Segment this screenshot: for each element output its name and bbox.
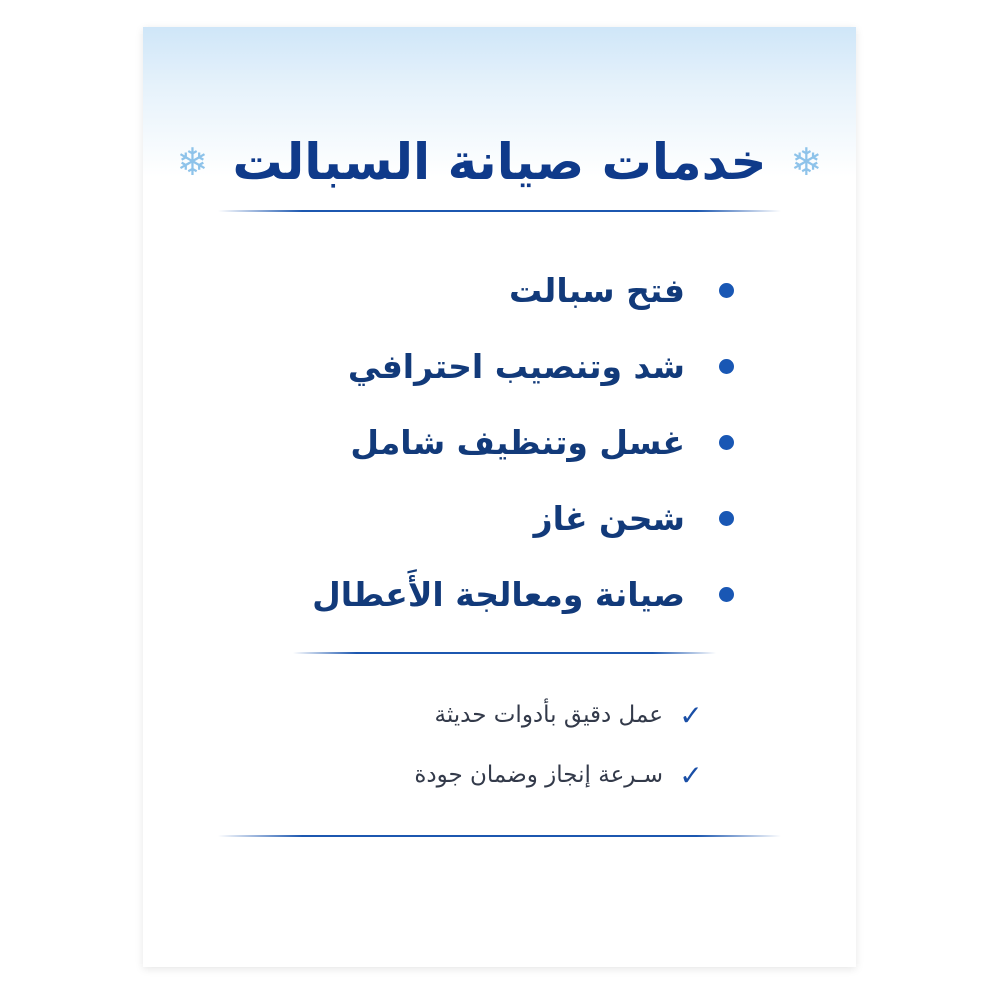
feature-item (414, 745, 705, 805)
bullet-icon (719, 587, 734, 602)
list-item (312, 404, 734, 480)
services-list (312, 252, 734, 632)
service-label: شد وتنصيب احترافي (347, 346, 685, 386)
title-divider (218, 210, 781, 212)
service-label: فتح سبالت (509, 270, 685, 310)
bullet-icon (719, 359, 734, 374)
service-label: شحن غاز (533, 498, 685, 538)
service-label: صيانة ومعالجة الأَعطال (312, 574, 685, 614)
snowflake-icon: ❄ (790, 140, 823, 184)
title-row (143, 127, 856, 197)
features-list (414, 685, 705, 805)
bullet-icon (719, 511, 734, 526)
checkmark-icon: ✓ (679, 698, 703, 732)
footer-divider (218, 835, 781, 837)
feature-item (414, 685, 705, 745)
service-label: غسل وتنظيف شامل (350, 422, 685, 462)
bullet-icon (719, 435, 734, 450)
feature-label: سـرعة إنجاز وضمان جودة (414, 762, 663, 788)
list-item (312, 480, 734, 556)
list-item (312, 556, 734, 632)
list-item (312, 252, 734, 328)
checkmark-icon: ✓ (679, 758, 703, 792)
feature-label: عمل دقيق بأدوات حديثة (434, 702, 663, 728)
page-title: خدمات صيانة السبالت (232, 133, 767, 191)
list-item (312, 328, 734, 404)
services-card (143, 27, 856, 967)
bullet-icon (719, 283, 734, 298)
snowflake-icon: ❄ (176, 140, 209, 184)
section-divider (293, 652, 716, 654)
